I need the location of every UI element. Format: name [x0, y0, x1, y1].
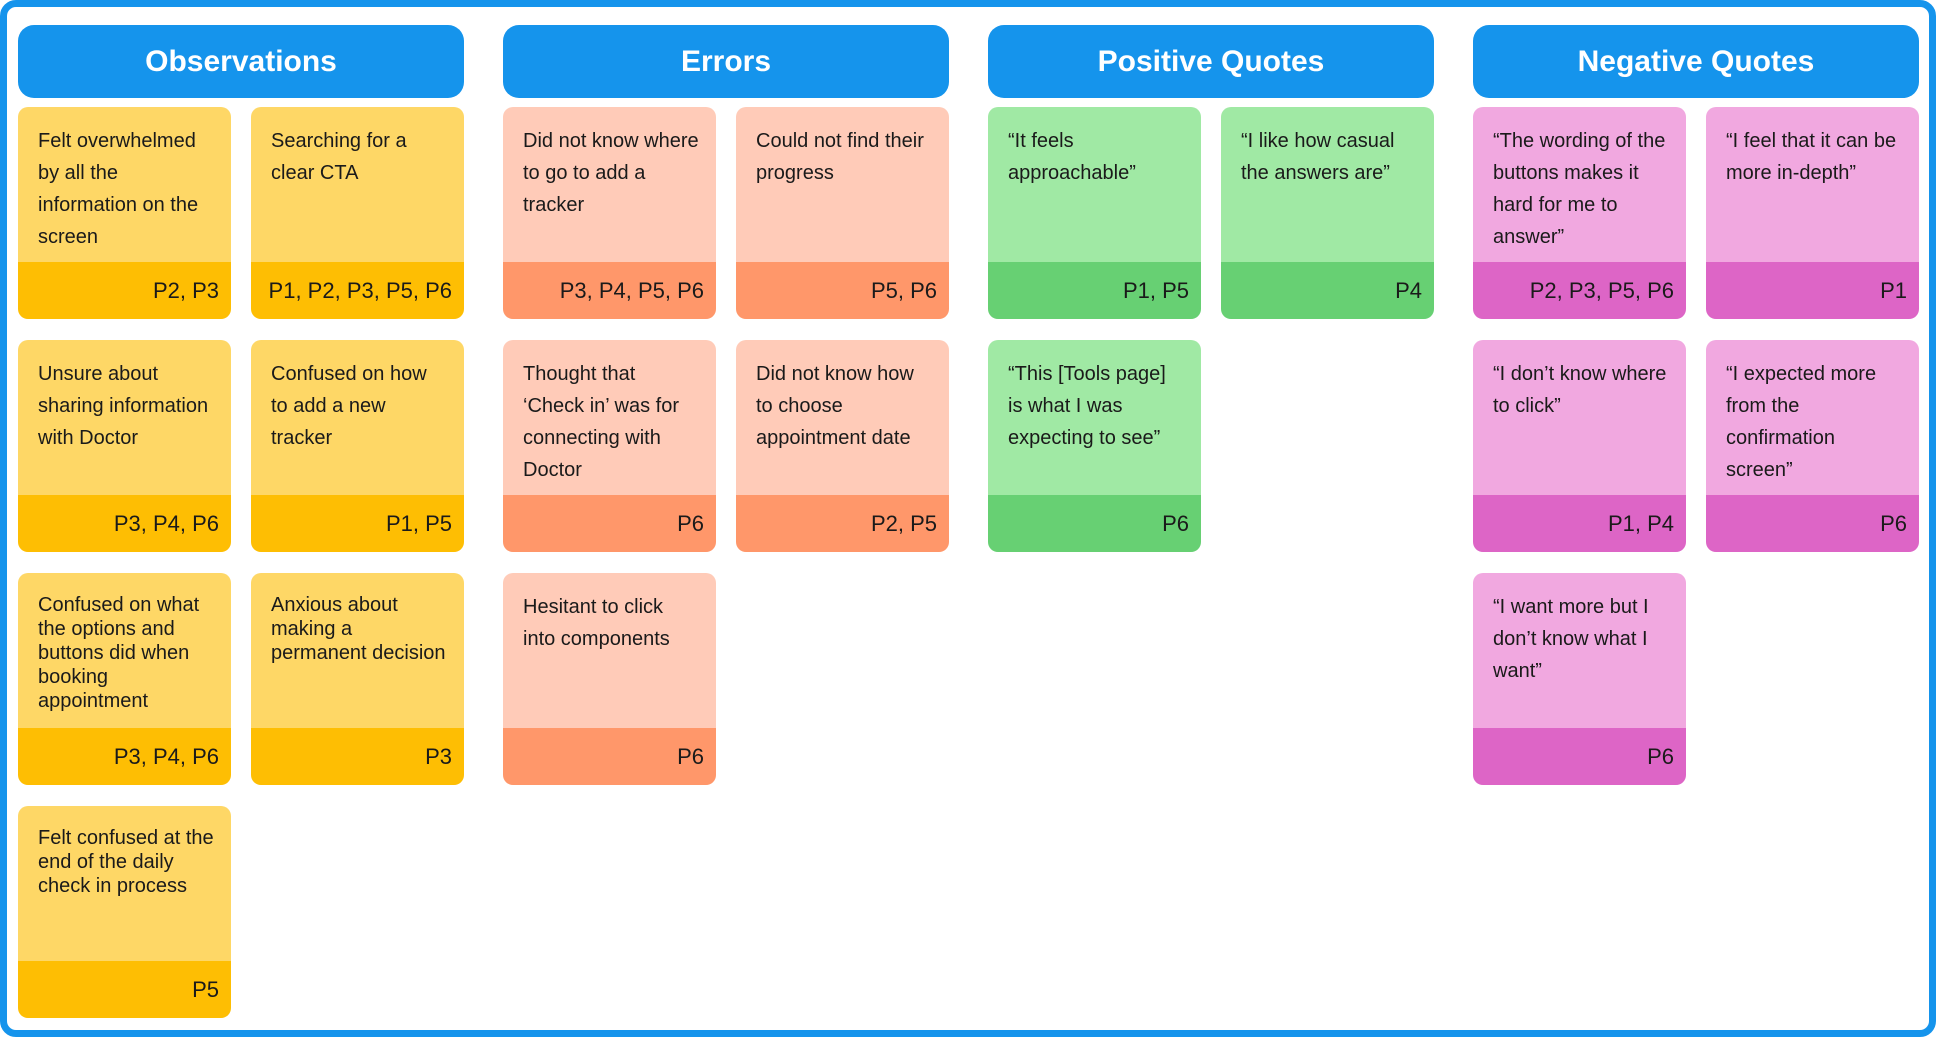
note-text: “I want more but I don’t know what I want”	[1473, 573, 1686, 728]
note-text: “I like how casual the answers are”	[1221, 107, 1434, 262]
note-text: Did not know where to go to add a tracker	[503, 107, 716, 262]
note-text: Anxious about making a permanent decision	[251, 573, 464, 728]
note-participants: P1, P4	[1473, 495, 1686, 552]
note-text: Searching for a clear CTA	[251, 107, 464, 262]
note-participants: P3, P4, P6	[18, 495, 231, 552]
header-observations: Observations	[18, 25, 464, 98]
note-participants: P2, P5	[736, 495, 949, 552]
sticky-note[interactable]	[18, 340, 231, 552]
sticky-note[interactable]	[988, 340, 1201, 552]
sticky-note[interactable]	[736, 340, 949, 552]
note-participants: P3, P4, P6	[18, 728, 231, 785]
note-participants: P6	[1473, 728, 1686, 785]
note-participants: P1, P5	[988, 262, 1201, 319]
note-text: “I feel that it can be more in-depth”	[1706, 107, 1919, 262]
note-participants: P2, P3	[18, 262, 231, 319]
sticky-note[interactable]	[503, 340, 716, 552]
sticky-note[interactable]	[503, 107, 716, 319]
note-text: Felt overwhelmed by all the information on the screen	[18, 107, 231, 262]
note-text: “This [Tools page] is what I was expecting to see”	[988, 340, 1201, 495]
note-text: Unsure about sharing information with Doctor	[18, 340, 231, 495]
note-participants: P1, P2, P3, P5, P6	[251, 262, 464, 319]
header-errors: Errors	[503, 25, 949, 98]
sticky-note[interactable]	[988, 107, 1201, 319]
note-text: Could not find their progress	[736, 107, 949, 262]
note-participants: P1	[1706, 262, 1919, 319]
note-text: Confused on how to add a new tracker	[251, 340, 464, 495]
note-text: “The wording of the buttons makes it hard for me to answer”	[1473, 107, 1686, 262]
note-text: Hesitant to click into components	[503, 573, 716, 728]
note-participants: P6	[503, 495, 716, 552]
note-participants: P4	[1221, 262, 1434, 319]
note-participants: P6	[988, 495, 1201, 552]
note-text: Confused on what the options and buttons did when booking appointment	[18, 573, 231, 728]
note-text: “I expected more from the confirmation screen”	[1706, 340, 1919, 495]
sticky-note[interactable]	[18, 573, 231, 785]
note-participants: P5, P6	[736, 262, 949, 319]
note-participants: P1, P5	[251, 495, 464, 552]
note-participants: P5	[18, 961, 231, 1018]
sticky-note[interactable]	[18, 107, 231, 319]
note-participants: P6	[1706, 495, 1919, 552]
sticky-note[interactable]	[1706, 340, 1919, 552]
sticky-note[interactable]	[1473, 340, 1686, 552]
sticky-note[interactable]	[1473, 107, 1686, 319]
note-participants: P3	[251, 728, 464, 785]
sticky-note[interactable]	[251, 107, 464, 319]
note-participants: P2, P3, P5, P6	[1473, 262, 1686, 319]
sticky-note[interactable]	[1473, 573, 1686, 785]
note-participants: P6	[503, 728, 716, 785]
header-positive-quotes: Positive Quotes	[988, 25, 1434, 98]
sticky-note[interactable]	[736, 107, 949, 319]
note-text: Felt confused at the end of the daily check in process	[18, 806, 231, 961]
sticky-note[interactable]	[251, 340, 464, 552]
header-negative-quotes: Negative Quotes	[1473, 25, 1919, 98]
note-text: “It feels approachable”	[988, 107, 1201, 262]
note-text: “I don’t know where to click”	[1473, 340, 1686, 495]
sticky-note[interactable]	[1221, 107, 1434, 319]
sticky-note[interactable]	[18, 806, 231, 1018]
sticky-note[interactable]	[503, 573, 716, 785]
note-text: Did not know how to choose appointment date	[736, 340, 949, 495]
note-participants: P3, P4, P5, P6	[503, 262, 716, 319]
sticky-note[interactable]	[251, 573, 464, 785]
note-text: Thought that ‘Check in’ was for connecting with Doctor	[503, 340, 716, 495]
sticky-note[interactable]	[1706, 107, 1919, 319]
